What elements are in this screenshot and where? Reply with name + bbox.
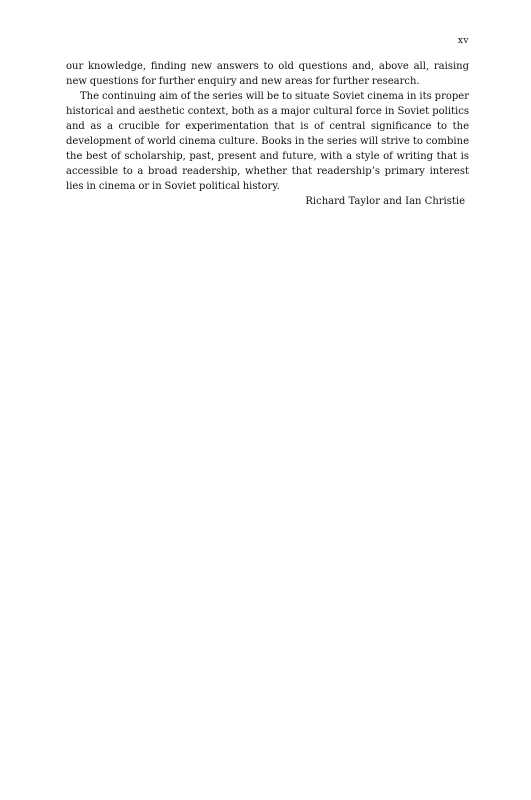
signature-authors: Richard Taylor and Ian Christie bbox=[305, 196, 465, 207]
page-number: xv bbox=[457, 36, 469, 46]
paragraph-series-aim: The continuing aim of the series will be to situate Soviet cinema in its proper historical and aesthetic context, both as a major cultural force in Soviet politics and as a crucible for experimentation that is of central significance to the development of world cinema culture. Books in the series will strive to combine the best of scholarship, past, present and future, with a style of writing that is accessible to a broad readership, whether that readership’s primary interest lies in cinema or in Soviet political history. bbox=[66, 91, 469, 192]
paragraph-continuation: our knowledge, finding new answers to old questions and, above all, raising new questions for further enquiry and new areas for further research. bbox=[66, 61, 469, 87]
body-text bbox=[66, 59, 469, 194]
